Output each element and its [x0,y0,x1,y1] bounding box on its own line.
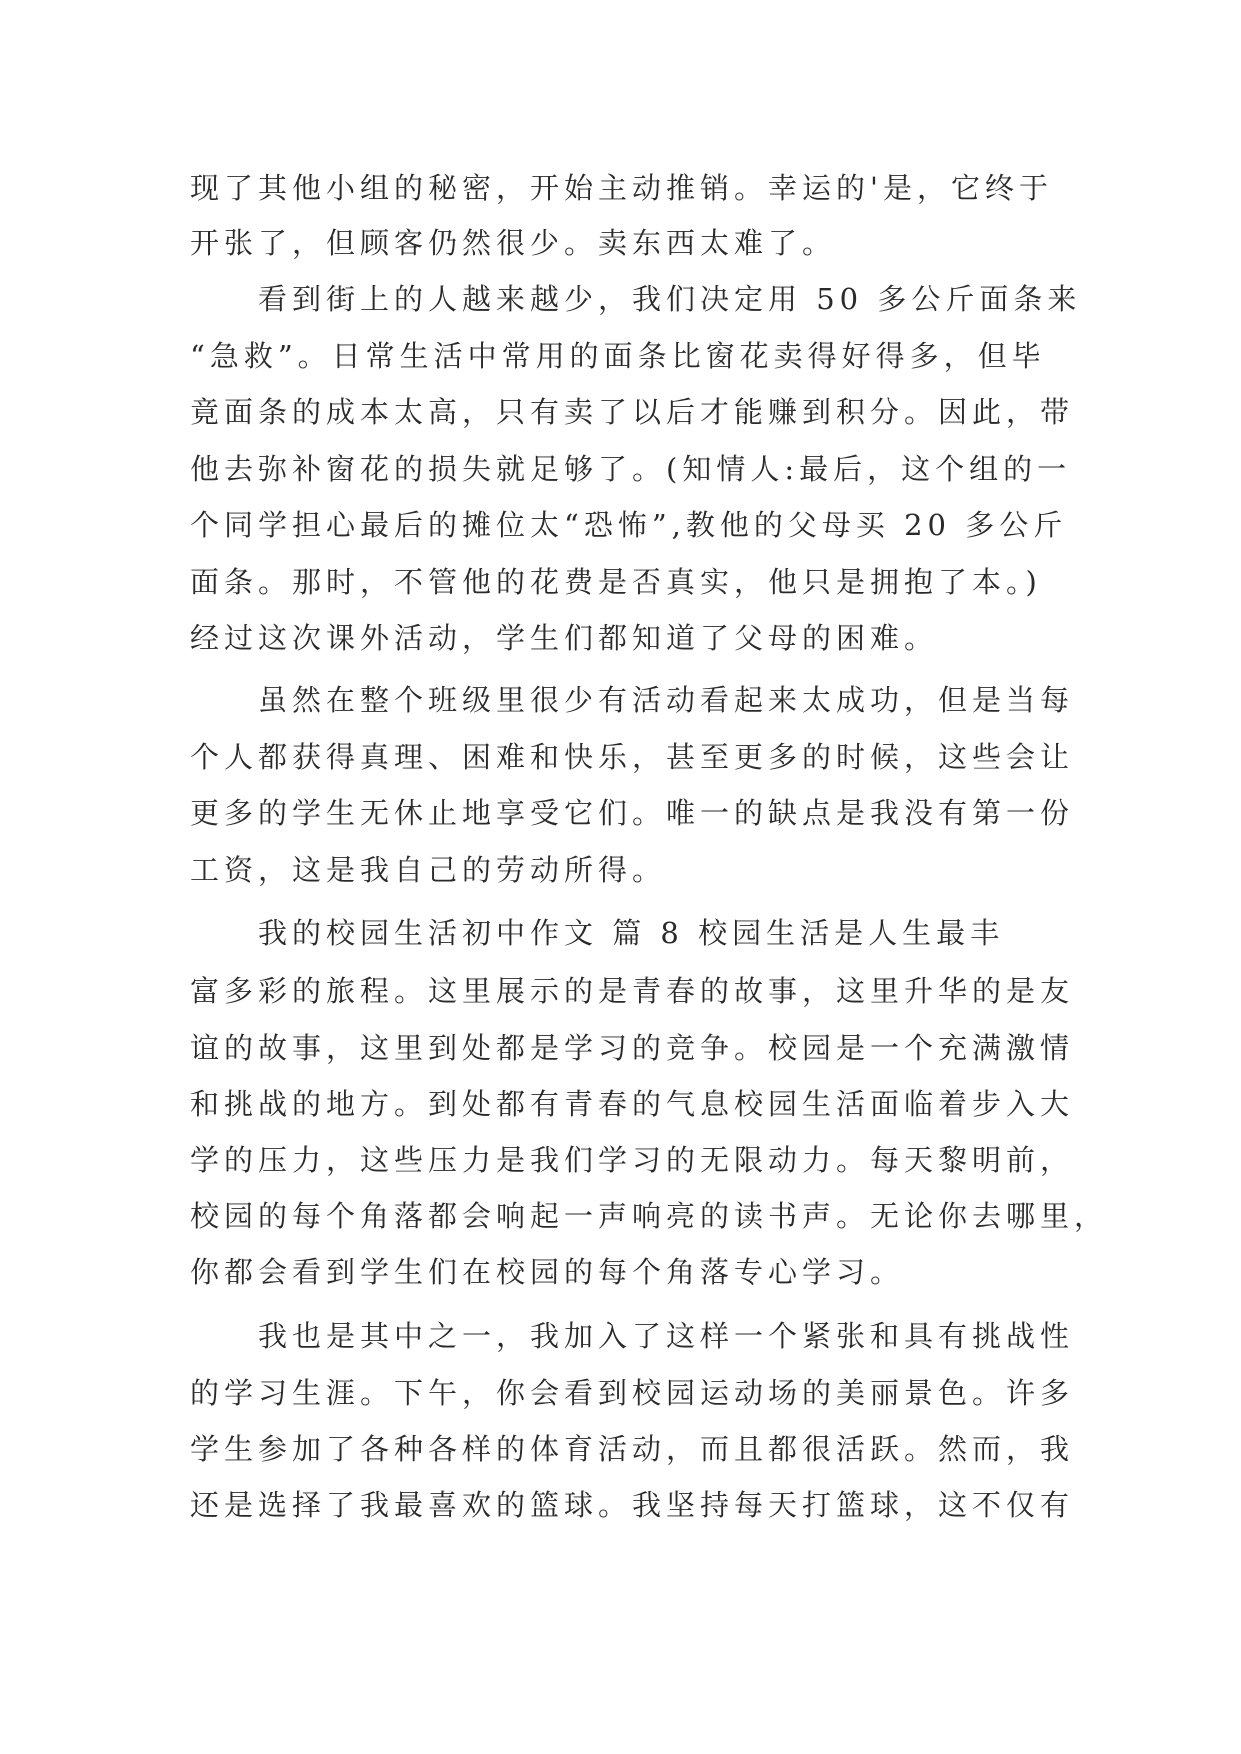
text-line: 还是选择了我最喜欢的篮球。我坚持每天打篮球，这不仅有 [190,1488,1075,1522]
text-line: 看到街上的人越来越少，我们决定用 50 多公斤面条来 [258,282,1082,316]
text-line: 竟面条的成本太高，只有卖了以后才能赚到积分。因此，带 [190,395,1075,429]
text-line: 你都会看到学生们在校园的每个角落专心学习。 [190,1255,905,1289]
text-line: 谊的故事，这里到处都是学习的竞争。校园是一个充满激情 [190,1031,1075,1065]
text-line: 开张了，但顾客仍然很少。卖东西太难了。 [190,226,837,260]
text-line: 我也是其中之一，我加入了这样一个紧张和具有挑战性 [258,1319,1075,1353]
text-line: 我的校园生活初中作文 篇 8 校园生活是人生最丰 [258,916,1005,950]
text-line: 经过这次课外活动，学生们都知道了父母的困难。 [190,621,939,655]
text-line: 学的压力，这些压力是我们学习的无限动力。每天黎明前， [190,1143,1075,1177]
text-line: 他去弥补窗花的损失就足够了。(知情人:最后，这个组的一 [190,452,1072,486]
text-line: 更多的学生无休止地享受它们。唯一的缺点是我没有第一份 [190,796,1075,830]
text-line: 工资，这是我自己的劳动所得。 [190,853,667,887]
text-line: 校园的每个角落都会响起一声响亮的读书声。无论你去哪里， [190,1199,1109,1233]
text-line: 虽然在整个班级里很少有活动看起来太成功，但是当每 [258,683,1075,717]
text-line: 个人都获得真理、困难和快乐，甚至更多的时候，这些会让 [190,740,1075,774]
text-line: 和挑战的地方。到处都有青春的气息校园生活面临着步入大 [190,1087,1075,1121]
text-line: “急救”。日常生活中常用的面条比窗花卖得好得多，但毕 [190,339,1046,373]
text-line: 富多彩的旅程。这里展示的是青春的故事，这里升华的是友 [190,974,1075,1008]
text-line: 现了其他小组的秘密，开始主动推销。幸运的'是，它终于 [190,171,1053,205]
text-line: 的学习生涯。下午，你会看到校园运动场的美丽景色。许多 [190,1376,1075,1410]
text-line: 面条。那时，不管他的花费是否真实，他只是拥抱了本。) [190,565,1042,599]
text-line: 个同学担心最后的摊位太“恐怖”,教他的父母买 20 多公斤 [190,508,1068,542]
text-line: 学生参加了各种各样的体育活动，而且都很活跃。然而，我 [190,1432,1075,1466]
